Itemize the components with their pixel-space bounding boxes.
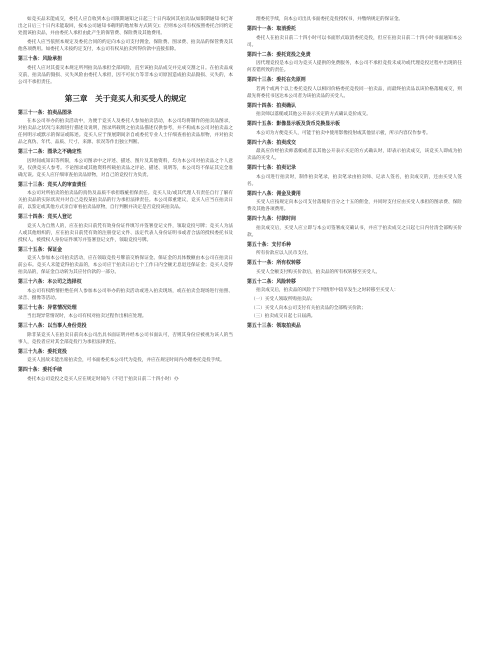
article-text: 拍卖成交后，拍卖品的风险于下列情形中较早发生之时转移至买受人： bbox=[256, 288, 399, 293]
article-title: 第五十一条：所有权转移 bbox=[247, 260, 301, 266]
article-title: 第三十条：风险承担 bbox=[18, 56, 63, 63]
article-text: 本公司进行拍卖时，制作拍卖笔录，拍卖笔录由拍卖师、记录人签名，拍卖成交的，还由买受人签名。 bbox=[247, 174, 462, 187]
list-item: （三）拍卖成交日起七日届满。 bbox=[251, 314, 316, 320]
article-title: 第三十九条：委托竞投 bbox=[18, 348, 67, 355]
article-title: 第四十九条：付款时间 bbox=[247, 216, 296, 222]
chapter-heading: 第三章 关于竞买人和买受人的规定 bbox=[64, 93, 187, 103]
article-title: 第四十六条：拍卖成交 bbox=[247, 139, 296, 146]
article-text: 当出现异常情况时，本公司有权对拍卖过程作出相应处理。 bbox=[27, 314, 147, 320]
article-text: 所有价款应以人民币支付。 bbox=[256, 251, 312, 256]
paragraph: 理委托手续，向本公司出具书面委托竞投授权书，并缴纳规定的保证金。 bbox=[256, 17, 404, 22]
right-column bbox=[247, 16, 462, 641]
article-title: 第三十七条：异常情况处理 bbox=[18, 304, 77, 311]
article-title: 第四十三条：委托在先原则 bbox=[247, 77, 306, 83]
article-text: 买受人全额支付购买价款后，拍卖品的所有权转移至买受人。 bbox=[256, 269, 381, 275]
article-title: 第五十条：支付币种 bbox=[247, 241, 292, 248]
article-title: 第四十条：委托手续 bbox=[18, 367, 63, 374]
article-text: 竞买人参加本公司拍卖活动，应在领取竞投号牌前交纳保证金。保证金的具体数额由本公司在拍卖日前公布。竞买人未能竞得拍卖品的，本公司应于拍卖日后七个工作日内全额无息退还保证金；竞买人竞得拍卖品的，保证金自动转为其应付价款的一部分。 bbox=[18, 256, 233, 276]
article-title: 第五十三条：领取拍卖品 bbox=[247, 323, 301, 330]
article-text: 买受人应按规定向本公司支付落槌价百分之十五的佣金，并同时支付应由买受人承担的图录费、保险费及其他各项费用。 bbox=[247, 200, 462, 212]
article-text: 在本公司举办的拍卖活动中，为便于竞买人及委托人参加拍卖活动，本公司均将制作的拍卖品图录，对拍卖品之状况与来源进行描述及说明，图录所载明之拍卖品描述仅供参考，并不构成本公司对拍卖品之任何明示或默示的保证或陈述。竞买人应于预展期间亲自或委托专业人士仔细查看拍卖品原物，并对拍卖品之真伪、年代、品质、尺寸、来源、状况等作出独立判断。 bbox=[18, 119, 233, 146]
article-text: 竞买人因故未能出席拍卖会，可书面委托本公司代为竞投，并应在规定时间内办理委托竞投手续。 bbox=[27, 358, 225, 364]
article-title: 第三十八条：以当事人身份竞投 bbox=[18, 323, 87, 330]
article-title: 第三十一条：拍卖品图录 bbox=[18, 109, 72, 116]
article-text: 最高应价经拍卖师落槌或者以其他公开表示买定的方式确认时，即表示拍卖成交，该竞买人即成为拍卖品的买受人。 bbox=[247, 149, 462, 161]
list-item: （二）买受人向本公司支付有关拍卖品的全部购买价款； bbox=[251, 305, 366, 311]
article-title: 第三十二条：图录之不确定性 bbox=[18, 149, 82, 156]
article-text: 拍卖师以落槌或其他公开表示买定的方式确认竞价成交。 bbox=[256, 112, 371, 117]
article-title: 第五十二条：风险转移 bbox=[247, 278, 296, 285]
article-text: 委托本公司竞投之竞买人应在规定时间内（不迟于拍卖日前二十四小时）办 bbox=[27, 376, 179, 382]
paragraph: 委托人应当依照本规定及委托合同的约定向本公司支付佣金、保险费、图录费、拍卖品的保管费及其他各项费用。如委托人未按约定支付，本公司有权从拍卖所得价款中直接扣除。 bbox=[18, 40, 233, 53]
left-column bbox=[18, 16, 233, 641]
article-title: 第四十八条：佣金及费用 bbox=[247, 190, 301, 197]
article-text: 委托人在拍卖日前二十四小时可以书面形式取消委托竞投，但应在拍卖日前二十四小时书面通知本公司。 bbox=[247, 35, 462, 48]
article-text: 除非某竞买人在拍卖日前向本公司出具书面证明并经本公司书面认可，否则其身份应被视为该人的当事人，竞投者应对其全部竞投行为承担法律责任。 bbox=[18, 332, 233, 345]
paragraph: 如竞买品未能成交，委托人应自收到本公司限期通知之日起三十日内取回其拍卖品(如限期通知书已寄出之日后三十日内未能取回，按本公司通知书载明的地址和方式转交)；否则本公司有权按照委托合同约定处置该拍卖品，并由委托人承担由此产生的保管费、保险费及其他费用。 bbox=[18, 17, 233, 36]
article-text: 因时间或知识等所限，本公司图录中之评述、描述、图片及其他资料，均为本公司对拍卖品之个人意见，仅供竞买人参考。不论图录或其他资料所载拍卖品之评论、描述、说明等，本公司均不保证其完全准确无误。竞买人应仔细审查拍卖品原物，对自己的竞投行为负责。 bbox=[18, 158, 233, 178]
article-title: 第三十三条：竞买人的审查责任 bbox=[18, 181, 87, 188]
article-text: 因代理竞投是本公司为竞买人提供的免费服务，本公司不承担竞投未成功或代理竞投过程中出现的任何差错所致的责任。 bbox=[247, 61, 462, 73]
article-title: 第三十四条：竞买人登记 bbox=[18, 214, 72, 221]
article-text: 委托人应对其提交本规定所列拍卖品承担全部风险，直至该拍卖品成交并完成交割之日。在拍卖品成交前，拍卖品的毁损、灭失风险由委托人承担，因不可抗力等非本公司原因造成拍卖品毁损、灭失的，本公司不承担责任。 bbox=[18, 65, 233, 85]
article-text: 竞买人为自然人的，应在拍卖日前凭有效身份证件填写并签署登记文件，领取竞投号牌；竞买人为法人或其他组织的，应在拍卖日前凭有效的注册登记文件、法定代表人身份证明书或者合法的授权委托书及授权人、被授权人身份证件填写并签署登记文件，领取竞投号牌。 bbox=[18, 223, 233, 243]
article-title: 第三十五条：保证金 bbox=[18, 246, 63, 253]
article-text: 若两个或两个以上委托竞投人以相同价格委托竞投同一拍卖品，而最终拍卖品以该价格落槌成交，则最先将委托书送达本公司者为该拍卖品的买受人。 bbox=[247, 86, 462, 99]
list-item: （一）买受人领取所购拍卖品； bbox=[251, 297, 316, 303]
article-title: 第四十二条：委托竞投之免责 bbox=[247, 51, 311, 58]
article-text: 本公司有权酌情拒绝任何人参加本公司举办的拍卖活动或进入拍卖现场，或在拍卖会现场进行拍照、录音、摄像等活动。 bbox=[18, 288, 233, 301]
article-title: 第三十六条：本公司之选择权 bbox=[18, 279, 82, 286]
article-title: 第四十四条：拍卖确认 bbox=[247, 102, 296, 109]
article-text: 拍卖成交后，买受人应立即与本公司签署成交确认书，并应于拍卖成交之日起七日内付清全部购买价款。 bbox=[247, 225, 462, 238]
article-text: 本公司为方便竞买人，可能于拍卖中使用影像投射或其他显示板，所示内容仅作参考。 bbox=[256, 130, 431, 136]
article-title: 第四十五条：影像显示板及货币兑换显示板 bbox=[247, 121, 340, 127]
article-title: 第四十一条：取消委托 bbox=[247, 26, 296, 32]
article-text: 本公司对所拍卖的拍卖品的真伪及品质不承担瑕疵担保责任。竞买人及/或其代理人有责任自行了解有关拍卖品的实际状况并对自己竞投某拍卖品的行为承担法律责任。本公司郑重建议，竞买人应当在拍卖日前，以鉴定或其他方式亲自审看拍卖品原物，自行判断并决定是否竞投该拍卖品。 bbox=[18, 191, 233, 211]
article-title: 第四十七条：拍卖记录 bbox=[247, 165, 296, 171]
